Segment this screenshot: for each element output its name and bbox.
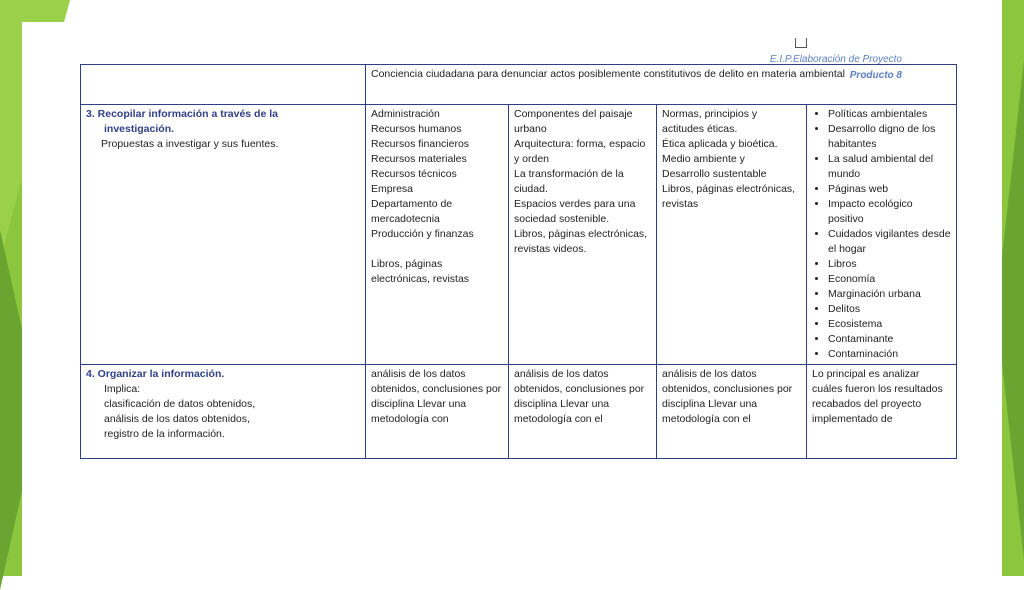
list-item: • Páginas web: [828, 182, 951, 197]
list-item: Normas, principios y actitudes éticas.: [662, 108, 758, 135]
organize-col-4: Lo principal es analizar cuáles fueron los resultados recabados del proyecto implementado de: [807, 365, 957, 459]
sources-col-2: [509, 105, 657, 365]
table-row: [81, 65, 957, 105]
step-3-title-cont: investigación.: [104, 123, 175, 135]
step-3-title: 3. Recopilar información a través de la: [86, 108, 278, 120]
list-item: La transformación de la ciudad.: [514, 168, 624, 195]
theme-cell: Conciencia ciudadana para denunciar actos posiblemente constitutivos de delito en materia ambiental: [366, 65, 957, 105]
list-item: • Impacto ecológico positivo: [828, 197, 951, 227]
step-4-implies: Implica:: [104, 383, 141, 395]
list-item: Arquitectura: forma, espacio y orden: [514, 138, 646, 165]
list-item: • Marginación urbana: [828, 287, 951, 302]
header-title: E.I.P.Elaboración de Proyecto: [769, 54, 902, 65]
step-4-title: 4. Organizar la información.: [86, 368, 225, 380]
list-item: Espacios verdes para una sociedad sostenible.: [514, 198, 636, 225]
sources-col-1: [366, 105, 509, 365]
header-product: Producto 8: [849, 70, 902, 81]
step-4-cell: [81, 365, 366, 459]
list-item: Administración: [371, 108, 440, 120]
table-row: [81, 365, 957, 459]
step-3-subtitle: Propuestas a investigar y sus fuentes.: [101, 138, 279, 150]
organize-col-3: análisis de los datos obtenidos, conclusiones por disciplina Llevar una metodología con el: [657, 365, 807, 459]
list-item: Componentes del paisaje urbano: [514, 108, 633, 135]
organize-col-2: análisis de los datos obtenidos, conclusiones por disciplina Llevar una metodología con el: [509, 365, 657, 459]
list-item: Desarrollo sustentable: [662, 168, 767, 180]
list-item: Libros, páginas electrónicas, revistas videos.: [514, 228, 648, 255]
list-item: • Políticas ambientales: [828, 107, 951, 122]
list-item: Libros, páginas electrónicas, revistas: [371, 258, 470, 285]
table-cell-empty: [81, 65, 366, 105]
corner-mark-icon: [795, 38, 807, 48]
step-4-item: clasificación de datos obtenidos,: [104, 398, 256, 410]
list-item: • Cuidados vigilantes desde el hogar: [828, 227, 951, 257]
step-4-item: análisis de los datos obtenidos,: [104, 413, 250, 425]
list-item: Empresa: [371, 183, 414, 195]
step-3-cell: [81, 105, 366, 365]
list-item: Libros, páginas electrónicas, revistas: [662, 183, 796, 210]
list-item: Recursos financieros: [371, 138, 470, 150]
step-4-item: registro de la información.: [104, 428, 225, 440]
list-item: • Contaminación: [828, 347, 951, 362]
list-item: Recursos técnicos: [371, 168, 457, 180]
spacer: [371, 242, 503, 257]
list-item: Recursos materiales: [371, 153, 467, 165]
bullet-list: [812, 107, 951, 362]
list-item: • Contaminante: [828, 332, 951, 347]
project-table: [80, 64, 957, 459]
sources-col-3: [657, 105, 807, 365]
list-item: Ética aplicada y bioética. Medio ambiente y: [662, 138, 778, 165]
list-item: • Libros: [828, 257, 951, 272]
list-item: • Desarrollo digno de los habitantes: [828, 122, 951, 152]
list-item: • La salud ambiental del mundo: [828, 152, 951, 182]
sources-col-4: [807, 105, 957, 365]
list-item: • Economía: [828, 272, 951, 287]
table-row: [81, 105, 957, 365]
list-item: • Delitos: [828, 302, 951, 317]
list-item: Departamento de mercadotecnia: [371, 198, 453, 225]
list-item: Producción y finanzas: [371, 228, 474, 240]
list-item: • Ecosistema: [828, 317, 951, 332]
organize-col-1: análisis de los datos obtenidos, conclusiones por disciplina Llevar una metodología con: [366, 365, 509, 459]
list-item: Recursos humanos: [371, 123, 462, 135]
